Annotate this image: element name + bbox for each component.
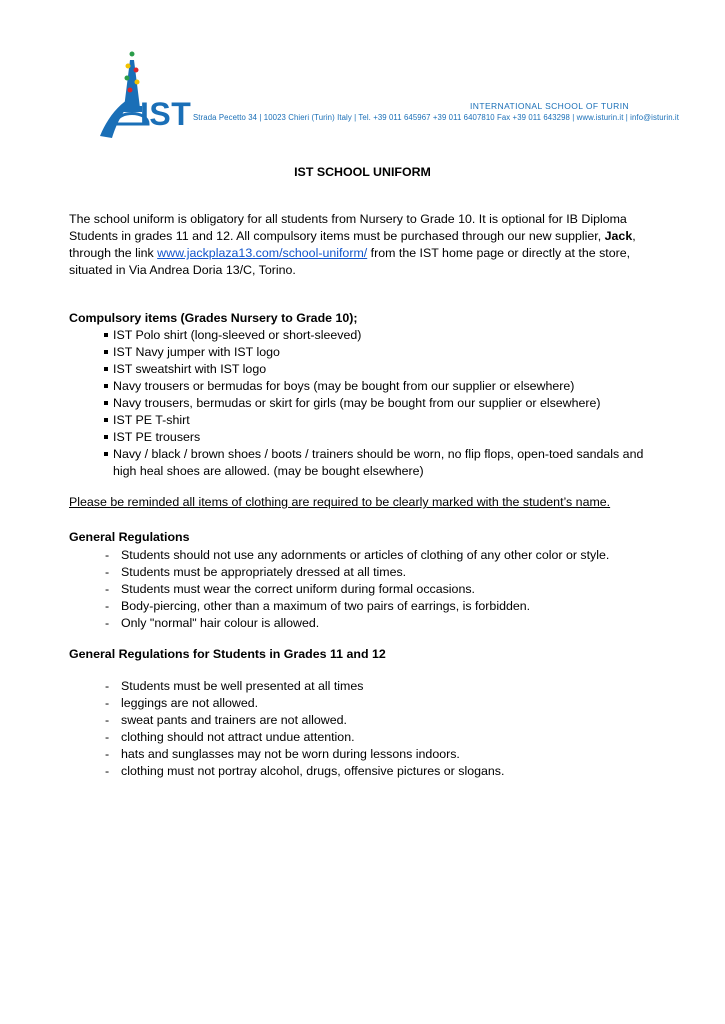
list-item: IST Navy jumper with IST logo	[69, 344, 649, 361]
general-regulations-list	[69, 547, 669, 632]
reminder-note: Please be reminded all items of clothing are required to be clearly marked with the student’s name.	[69, 495, 611, 509]
list-item: IST PE T-shirt	[69, 412, 649, 429]
intro-text-end: from the IST home page or directly at the store, situated in Via Andrea Doria 13/C, Torino.	[69, 246, 631, 277]
logo-wordmark: IST	[140, 96, 192, 132]
list-item: Navy trousers, bermudas or skirt for girls (may be bought from our supplier or elsewhere)	[69, 395, 649, 412]
list-item: Navy / black / brown shoes / boots / trainers should be worn, no flip flops, open-toed sandals and high heal shoes are allowed. (may be bought elsewhere)	[69, 446, 649, 480]
intro-text-link-lead: , through the link	[69, 229, 636, 260]
list-item: IST Polo shirt (long-sleeved or short-sleeved)	[69, 327, 649, 344]
list-item: IST sweatshirt with IST logo	[69, 361, 649, 378]
list-item: - Students must be well presented at all times	[69, 678, 669, 695]
school-name: INTERNATIONAL SCHOOL OF TURIN	[470, 101, 629, 111]
list-item: IST PE trousers	[69, 429, 649, 446]
list-item: - Body-piercing, other than a maximum of two pairs of earrings, is forbidden.	[69, 598, 669, 615]
list-item: - sweat pants and trainers are not allowed.	[69, 712, 669, 729]
list-item: - Only "normal" hair colour is allowed.	[69, 615, 669, 632]
document-title: IST SCHOOL UNIFORM	[294, 165, 431, 179]
list-item: - hats and sunglasses may not be worn during lessons indoors.	[69, 746, 669, 763]
list-item: - leggings are not allowed.	[69, 695, 669, 712]
school-address: Strada Pecetto 34 | 10023 Chieri (Turin) Italy | Tel. +39 011 645967 +39 011 6407810 Fax +39 011 643298 | www.isturin.it | info@isturin.it	[193, 113, 680, 122]
list-item: - Students must wear the correct uniform during formal occasions.	[69, 581, 669, 598]
list-item: Navy trousers or bermudas for boys (may be bought from our supplier or elsewhere)	[69, 378, 649, 395]
supplier-link[interactable]: www.jackplaza13.com/school-uniform/	[157, 246, 368, 260]
grades-11-12-list	[69, 678, 669, 780]
intro-text: The school uniform is obligatory for all students from Nursery to Grade 10. It is optional for IB Diploma Students in grades 11 and 12. All compulsory items must be purchased through our new supplier,	[69, 212, 627, 243]
intro-paragraph	[69, 211, 659, 279]
list-item: - clothing should not attract undue attention.	[69, 729, 669, 746]
general-regulations-heading: General Regulations	[69, 530, 190, 544]
list-item: - Students must be appropriately dressed at all times.	[69, 564, 669, 581]
compulsory-heading: Compulsory items (Grades Nursery to Grade 10);	[69, 311, 358, 325]
list-item: - Students should not use any adornments or articles of clothing of any other color or style.	[69, 547, 669, 564]
supplier-name: Jack	[604, 229, 633, 243]
list-item: - clothing must not portray alcohol, drugs, offensive pictures or slogans.	[69, 763, 669, 780]
compulsory-list	[69, 327, 649, 480]
grades-11-12-heading: General Regulations for Students in Grades 11 and 12	[69, 647, 386, 661]
